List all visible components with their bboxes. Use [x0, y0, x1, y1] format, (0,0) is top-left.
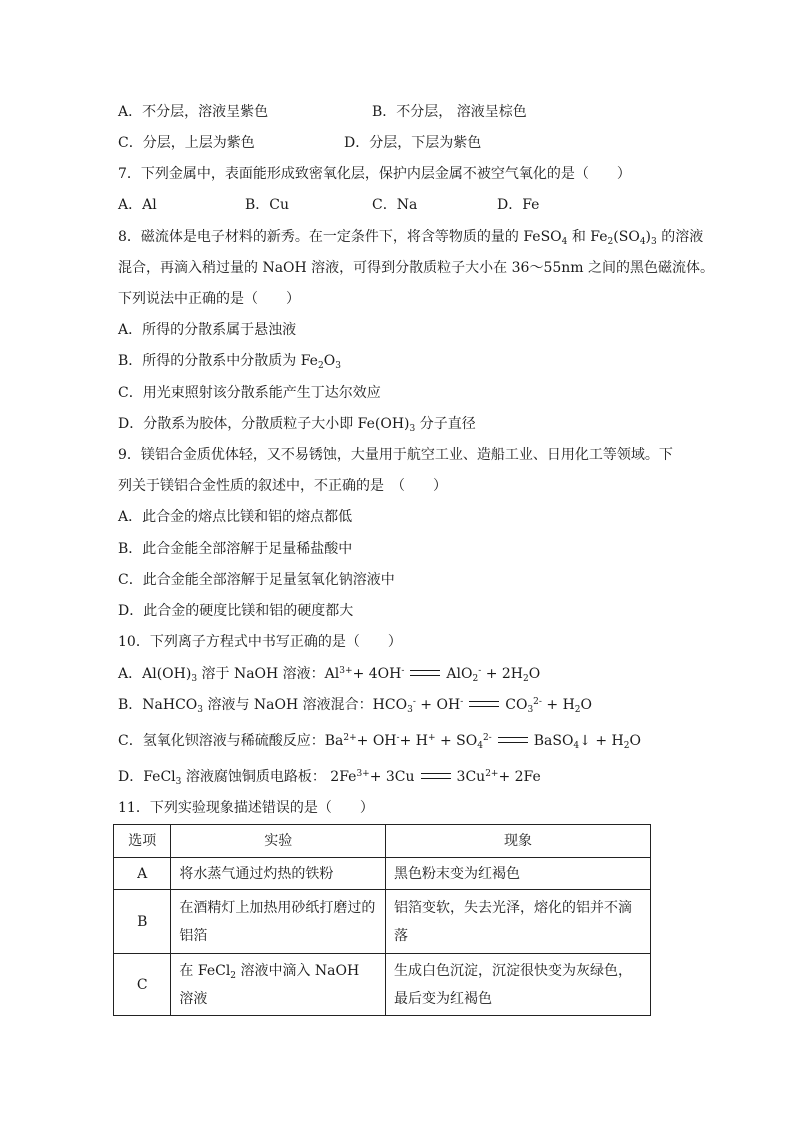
- q6-option-b: B．不分层， 溶液呈棕色: [372, 104, 527, 120]
- row-phenomenon: 生成白色沉淀，沉淀很快变为灰绿色，最后变为红褐色: [386, 954, 651, 1016]
- q6-option-c: C．分层，上层为紫色: [118, 135, 255, 151]
- row-phenomenon: 黑色粉末变为红褐色: [386, 858, 651, 890]
- q9-option-c: C．此合金能全部溶解于足量氢氧化钠溶液中: [118, 572, 395, 588]
- q9-option-a: A．此合金的熔点比镁和铝的熔点都低: [118, 509, 353, 525]
- header-experiment: 实验: [171, 825, 386, 858]
- header-option: 选项: [114, 825, 171, 858]
- q8-option-a: A．所得的分散系属于悬浊液: [118, 322, 297, 338]
- q10-stem: 10．下列离子方程式中书写正确的是（ ）: [118, 634, 402, 650]
- equals-sign-icon: [421, 773, 451, 779]
- q7-option-a: A．Al: [118, 197, 157, 213]
- q7-option-c: C．Na: [372, 197, 418, 213]
- q10-option-c: C．氢氧化钡溶液与稀硫酸反应：$Ba^{2+}+ OH^-+ H^+ + SO_4^{2-}$ BaSO$_4$↓ + $H_2O$: [118, 733, 641, 751]
- row-experiment: 将水蒸气通过灼热的铁粉: [171, 858, 386, 890]
- row-experiment: 在 FeCl$_2$ 溶液中滴入 NaOH 溶液: [171, 954, 386, 1016]
- q10-option-d: D．FeCl$_3$ 溶液腐蚀铜质电路板： $2Fe^{3+}+ 3Cu$ $3Cu^{2+}+ 2Fe$: [118, 769, 541, 787]
- q9-stem-line1: 9．镁铝合金质优体轻，又不易锈蚀，大量用于航空工业、造船工业、日用化工等领域。下: [118, 447, 673, 463]
- q8-stem-line2: 混合，再滴入稍过量的 NaOH 溶液，可得到分散质粒子大小在 36～55nm 之间的黑色磁流体。: [118, 260, 715, 276]
- q8-stem-line3: 下列说法中正确的是（ ）: [118, 291, 300, 307]
- row-option: C: [114, 954, 171, 1016]
- row-option: B: [114, 890, 171, 954]
- q7-option-b: B．Cu: [245, 197, 290, 213]
- q8-stem-line1: 8．磁流体是电子材料的新秀。在一定条件下，将含等物质的量的 FeSO$_4$ 和 $Fe_2(SO_4)_3$ 的溶液: [118, 229, 704, 247]
- table-row: [114, 954, 651, 1016]
- q6-option-a: A．不分层，溶液呈紫色: [118, 104, 269, 120]
- q8-option-b: B．所得的分散系中分散质为 $Fe_2O_3$: [118, 353, 341, 371]
- q8-option-c: C．用光束照射该分散系能产生丁达尔效应: [118, 385, 381, 401]
- row-option: A: [114, 858, 171, 890]
- equals-sign-icon: [410, 670, 440, 676]
- q8-option-d: D．分散系为胶体，分散质粒子大小即 $Fe(OH)_3$ 分子直径: [118, 416, 476, 434]
- table-row: [114, 890, 651, 954]
- q10-option-b: B．NaHCO$_3$ 溶液与 NaOH 溶液混合：$HCO_3^- + OH^-$ $CO_3^{2-} + H_2O$: [118, 697, 593, 715]
- q6-option-d: D．分层，下层为紫色: [344, 135, 482, 151]
- header-phenomenon: 现象: [386, 825, 651, 858]
- table-header-row: [114, 825, 651, 858]
- row-experiment: 在酒精灯上加热用砂纸打磨过的铝箔: [171, 890, 386, 954]
- q9-stem-line2: 列关于镁铝合金性质的叙述中，不正确的是 （ ）: [118, 478, 447, 494]
- q7-option-d: D．Fe: [497, 197, 540, 213]
- row-phenomenon: 铝箔变软，失去光泽，熔化的铝并不滴落: [386, 890, 651, 954]
- q10-option-a: A．$Al(OH)_3$ 溶于 NaOH 溶液：$Al^{3+}+ 4OH^-$ $AlO_2^- + 2H_2O$: [118, 666, 541, 684]
- equals-sign-icon: [469, 701, 499, 707]
- table-row: [114, 858, 651, 890]
- q7-stem: 7．下列金属中，表面能形成致密氧化层，保护内层金属不被空气氧化的是（ ）: [118, 166, 631, 182]
- q9-option-b: B．此合金能全部溶解于足量稀盐酸中: [118, 541, 353, 557]
- q9-option-d: D．此合金的硬度比镁和铝的硬度都大: [118, 603, 354, 619]
- q11-stem: 11．下列实验现象描述错误的是（ ）: [118, 800, 374, 816]
- equals-sign-icon: [498, 737, 528, 743]
- experiment-table: [113, 824, 651, 1016]
